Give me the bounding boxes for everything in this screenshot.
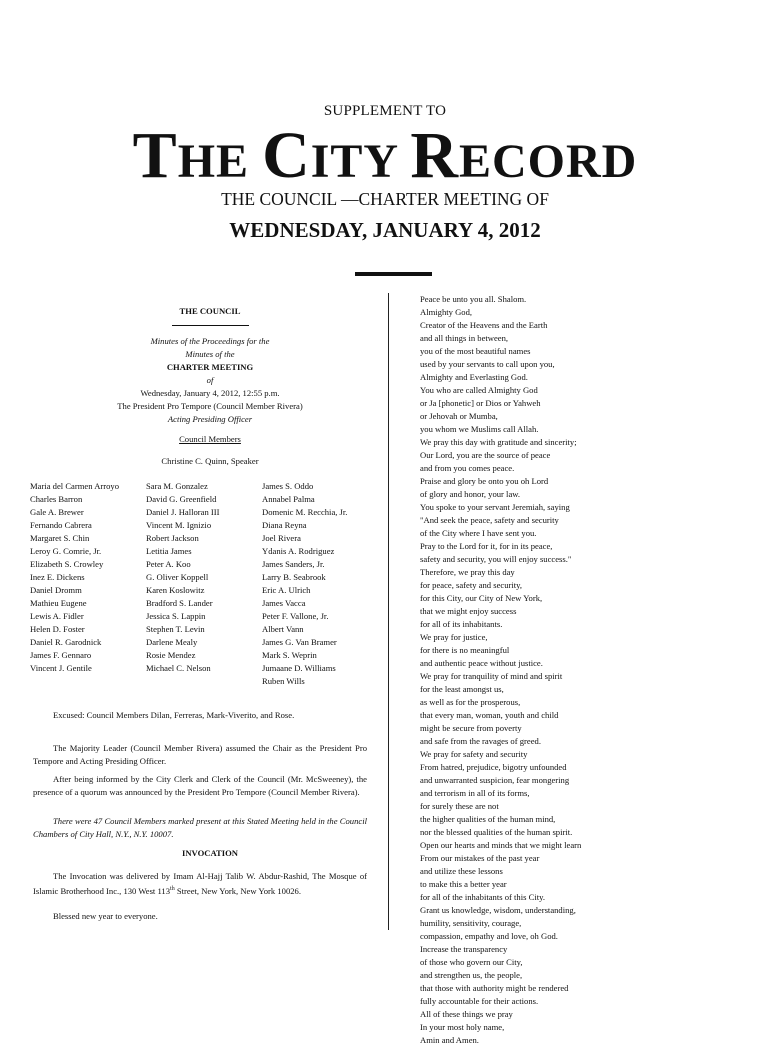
prayer-line: you of the most beautiful names: [420, 346, 531, 356]
council-member-name: Leroy G. Comrie, Jr.: [30, 546, 102, 556]
prayer-line: We pray this day with gratitude and sincerity;: [420, 437, 577, 447]
presiding-block: [30, 400, 390, 426]
prayer-line: for all of the inhabitants of this City.: [420, 892, 545, 902]
prayer-line: Almighty God,: [420, 307, 473, 317]
council-member-name: Joel Rivera: [262, 533, 301, 543]
prayer-line: for all of its inhabitants.: [420, 619, 503, 629]
council-member-name: Daniel J. Halloran III: [146, 507, 220, 517]
council-member-name: Darlene Mealy: [146, 637, 198, 647]
prayer-line: for peace, safety and security,: [420, 580, 523, 590]
prayer-line: might be secure from poverty: [420, 723, 522, 733]
prayer-line: Open our hearts and minds that we might learn: [420, 840, 582, 850]
prayer-line: Grant us knowledge, wisdom, understanding,: [420, 905, 576, 915]
council-member-name: Lewis A. Fidler: [30, 611, 84, 621]
prayer-line: Creator of the Heavens and the Earth: [420, 320, 548, 330]
council-member-name: James Sanders, Jr.: [262, 559, 325, 569]
prayer-line: or Jehovah or Mumba,: [420, 411, 498, 421]
council-member-name: Elizabeth S. Crowley: [30, 559, 104, 569]
council-member-name: Helen D. Foster: [30, 624, 85, 634]
prayer-line: and utilize these lessons: [420, 866, 503, 876]
prayer-line: that every man, woman, youth and child: [420, 710, 559, 720]
prayer-line: of those who govern our City,: [420, 957, 523, 967]
prayer-line: to make this a better year: [420, 879, 507, 889]
acting-presiding-officer: Acting Presiding Officer: [167, 414, 253, 424]
council-member-name: Robert Jackson: [146, 533, 199, 543]
prayer-line: and safe from the ravages of greed.: [420, 736, 541, 746]
majority-leader-paragraph: The Majority Leader (Council Member Rivera) assumed the Chair as the President Pro Tempore and Acting Presiding Officer.: [33, 743, 367, 766]
council-member-name: James S. Oddo: [262, 481, 314, 491]
newspaper-title: THE CITY RECORD: [132, 119, 638, 192]
council-member-name: Charles Barron: [30, 494, 83, 504]
prayer-line: that we might enjoy success: [420, 606, 517, 616]
prayer-line: and unwarranted suspicion, fear mongering: [420, 775, 570, 785]
prayer-line: We pray for safety and security: [420, 749, 528, 759]
prayer-line: for this City, our City of New York,: [420, 593, 543, 603]
attendance-paragraph: There were 47 Council Members marked present at this Stated Meeting held in the Council Chambers of City Hall, N.Y., N.Y. 10007.: [33, 816, 367, 839]
prayer-line: used by your servants to call upon you,: [420, 359, 555, 369]
prayer-line: that those with authority might be rendered: [420, 983, 569, 993]
prayer-line: "And seek the peace, safety and security: [420, 515, 559, 525]
members-column-2: [146, 480, 220, 675]
meeting-type: CHARTER MEETING: [166, 362, 254, 372]
prayer-line: You spoke to your servant Jeremiah, saying: [420, 502, 570, 512]
prayer-line: for there is no meaningful: [420, 645, 510, 655]
prayer-line: the higher qualities of the human mind,: [420, 814, 556, 824]
council-member-name: Annabel Palma: [262, 494, 315, 504]
prayer-line: We pray for tranquility of mind and spirit: [420, 671, 563, 681]
prayer-line: Our Lord, you are the source of peace: [420, 450, 551, 460]
council-member-name: Gale A. Brewer: [30, 507, 84, 517]
of-label: of: [206, 375, 214, 385]
invocation-paragraph: The Invocation was delivered by Imam Al-Hajj Talib W. Abdur-Rashid, The Mosque of Islamic Brotherhood Inc., 130 West 113th Street, New York, New York 10026.: [33, 871, 367, 896]
speaker-name: Christine C. Quinn, Speaker: [161, 456, 259, 466]
council-member-name: Karen Koslowitz: [146, 585, 205, 595]
prayer-line: and all things in between,: [420, 333, 509, 343]
prayer-line: and strengthen us, the people,: [420, 970, 523, 980]
meeting-date: WEDNESDAY, JANUARY 4, 2012: [229, 218, 541, 242]
council-member-name: Ruben Wills: [262, 676, 305, 686]
prayer-line: In your most holy name,: [420, 1022, 505, 1032]
meeting-datetime: Wednesday, January 4, 2012, 12:55 p.m.: [140, 388, 280, 398]
council-member-name: Vincent M. Ignizio: [146, 520, 212, 530]
council-member-name: Ydanis A. Rodriguez: [262, 546, 335, 556]
council-member-name: Fernando Cabrera: [30, 520, 92, 530]
council-member-name: Peter A. Koo: [146, 559, 191, 569]
council-member-name: Peter F. Vallone, Jr.: [262, 611, 329, 621]
council-member-name: Sara M. Gonzalez: [146, 481, 208, 491]
prayer-line: as well as for the prosperous,: [420, 697, 521, 707]
prayer-line: or Ja [phonetic] or Dios or Yahweh: [420, 398, 541, 408]
council-member-name: Domenic M. Recchia, Jr.: [262, 507, 348, 517]
meeting-subtitle: THE COUNCIL —CHARTER MEETING OF: [221, 189, 549, 209]
council-member-name: Jessica S. Lappin: [146, 611, 206, 621]
council-member-name: Rosie Mendez: [146, 650, 196, 660]
prayer-line: You who are called Almighty God: [420, 385, 538, 395]
council-member-name: Jumaane D. Williams: [262, 663, 336, 673]
council-member-name: Daniel R. Garodnick: [30, 637, 102, 647]
supplement-label: SUPPLEMENT TO: [323, 103, 447, 119]
council-member-name: Albert Vann: [262, 624, 304, 634]
council-member-name: Letitia James: [146, 546, 192, 556]
council-member-name: Mark S. Weprin: [262, 650, 317, 660]
prayer-line: Amin and Amen.: [420, 1035, 479, 1045]
prayer-line: Praise and glory be onto you oh Lord: [420, 476, 549, 486]
minutes-line-2: Minutes of the: [185, 349, 235, 359]
prayer-line: Pray to the Lord for it, for in its peace,: [420, 541, 553, 551]
prayer-line: and authentic peace without justice.: [420, 658, 543, 668]
council-member-name: James G. Van Bramer: [262, 637, 337, 647]
invocation-prayer: [420, 293, 750, 1047]
prayer-line: for surely these are not: [420, 801, 499, 811]
prayer-line: compassion, empathy and love, oh God.: [420, 931, 558, 941]
minutes-block: [30, 335, 390, 400]
prayer-line: humility, sensitivity, courage,: [420, 918, 522, 928]
council-member-name: Bradford S. Lander: [146, 598, 213, 608]
council-member-name: James Vacca: [262, 598, 306, 608]
prayer-line: Therefore, we pray this day: [420, 567, 515, 577]
quorum-paragraph: After being informed by the City Clerk and Clerk of the Council (Mr. McSweeney), the presence of a quorum was announced by the President Pro Tempore (Council Member Rivera).: [33, 774, 367, 797]
council-heading: THE COUNCIL: [179, 306, 241, 316]
prayer-line: All of these things we pray: [420, 1009, 513, 1019]
council-member-name: Vincent J. Gentile: [30, 663, 92, 673]
prayer-line: From hatred, prejudice, bigotry unfounded: [420, 762, 567, 772]
minutes-line-1: Minutes of the Proceedings for the: [150, 336, 270, 346]
blessing-line: Blessed new year to everyone.: [53, 911, 158, 921]
council-members-heading: Council Members: [179, 434, 241, 444]
council-member-name: G. Oliver Koppell: [146, 572, 209, 582]
council-member-name: Eric A. Ulrich: [262, 585, 311, 595]
president-pro-tempore: The President Pro Tempore (Council Member Rivera): [117, 401, 303, 411]
prayer-line: and from you comes peace.: [420, 463, 515, 473]
prayer-line: From our mistakes of the past year: [420, 853, 540, 863]
council-member-name: Maria del Carmen Arroyo: [30, 481, 120, 491]
council-member-name: Mathieu Eugene: [30, 598, 87, 608]
prayer-line: Almighty and Everlasting God.: [420, 372, 528, 382]
prayer-line: and terrorism in all of its forms,: [420, 788, 530, 798]
prayer-line: safety and security, you will enjoy success.": [420, 554, 572, 564]
prayer-line: fully accountable for their actions.: [420, 996, 539, 1006]
prayer-line: Increase the transparency: [420, 944, 508, 954]
council-member-name: Inez E. Dickens: [30, 572, 85, 582]
prayer-line: We pray for justice,: [420, 632, 488, 642]
invocation-heading: INVOCATION: [181, 848, 238, 858]
excused-members: Excused: Council Members Dilan, Ferreras, Mark-Viverito, and Rose.: [53, 710, 295, 720]
council-member-name: Larry B. Seabrook: [262, 572, 326, 582]
council-member-name: Stephen T. Levin: [146, 624, 205, 634]
members-column-1: [30, 480, 119, 675]
council-member-name: Diana Reyna: [262, 520, 307, 530]
members-column-3: [262, 480, 347, 688]
prayer-line: of the City where I have sent you.: [420, 528, 537, 538]
prayer-line: Peace be unto you all. Shalom.: [420, 294, 527, 304]
council-member-name: David G. Greenfield: [146, 494, 217, 504]
prayer-line: of glory and honor, your law.: [420, 489, 521, 499]
council-member-name: Daniel Dromm: [30, 585, 82, 595]
council-heading-rule: [172, 325, 249, 326]
prayer-line: you whom we Muslims call Allah.: [420, 424, 539, 434]
council-member-name: Margaret S. Chin: [30, 533, 90, 543]
council-member-name: Michael C. Nelson: [146, 663, 211, 673]
title-divider: [355, 272, 432, 276]
council-member-name: James F. Gennaro: [30, 650, 92, 660]
prayer-line: nor the blessed qualities of the human spirit.: [420, 827, 573, 837]
prayer-line: for the least amongst us,: [420, 684, 504, 694]
